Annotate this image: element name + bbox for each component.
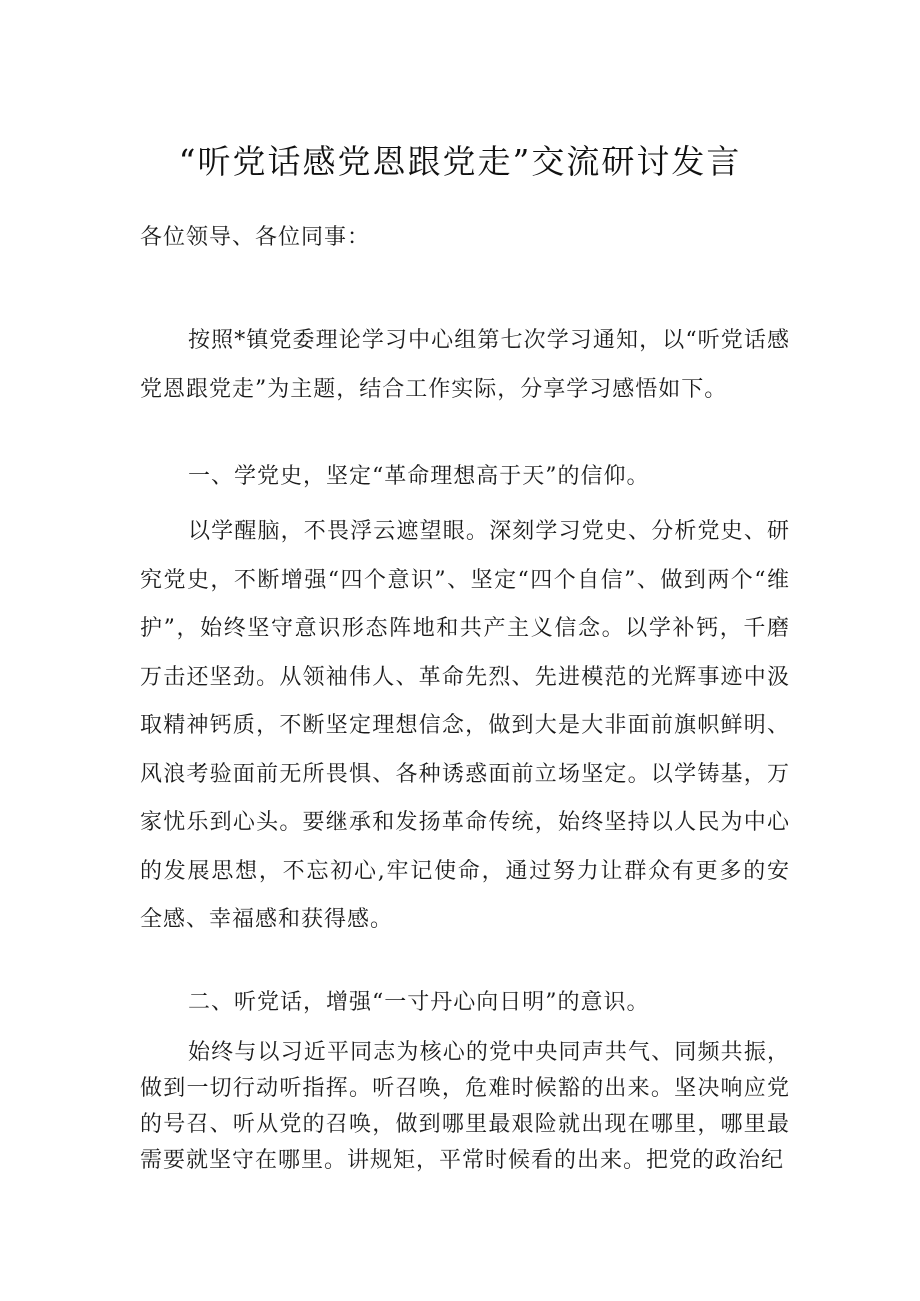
document-title: “听党话感党恩跟党走”交流研讨发言 xyxy=(178,142,742,181)
section-2-heading: 二、听党话，增强“一寸丹心向日明”的意识。 xyxy=(188,990,650,1015)
salutation: 各位领导、各位同事： xyxy=(140,225,371,250)
intro-paragraph: 按照*镇党委理论学习中心组第七次学习通知，以“听党话感党恩跟党走”为主题，结合工作实际，分享学习感悟如下。 xyxy=(140,328,790,402)
section-1-body: 以学醒脑，不畏浮云遮望眼。深刻学习党史、分析党史、研究党史，不断增强“四个意识”、坚定“四个自信”、做到两个“维护”，始终坚守意识形态阵地和共产主义信念。以学补钙，千磨万击还坚劲。从领袖伟人、革命先烈、先进模范的光辉事迹中汲取精神钙质，不断坚定理想信念，做到大是大非面前旗帜鲜明、风浪考验面前无所畏惧、各种诱惑面前立场坚定。以学铸基，万家忧乐到心头。要继承和发扬革命传统，始终坚持以人民为中心的发展思想，不忘初心,牢记使命，通过努力让群众有更多的安全感、幸福感和获得感。 xyxy=(140,519,790,932)
section-2-body: 始终与以习近平同志为核心的党中央同声共气、同频共振，做到一切行动听指挥。听召唤，危难时候豁的出来。坚决响应党的号召、听从党的召唤，做到哪里最艰险就出现在哪里，哪里最需要就坚守在哪里。讲规矩，平常时候看的出来。把党的政治纪 xyxy=(140,1040,790,1173)
section-1-heading: 一、学党史，坚定“革命理想高于天”的信仰。 xyxy=(188,464,650,489)
